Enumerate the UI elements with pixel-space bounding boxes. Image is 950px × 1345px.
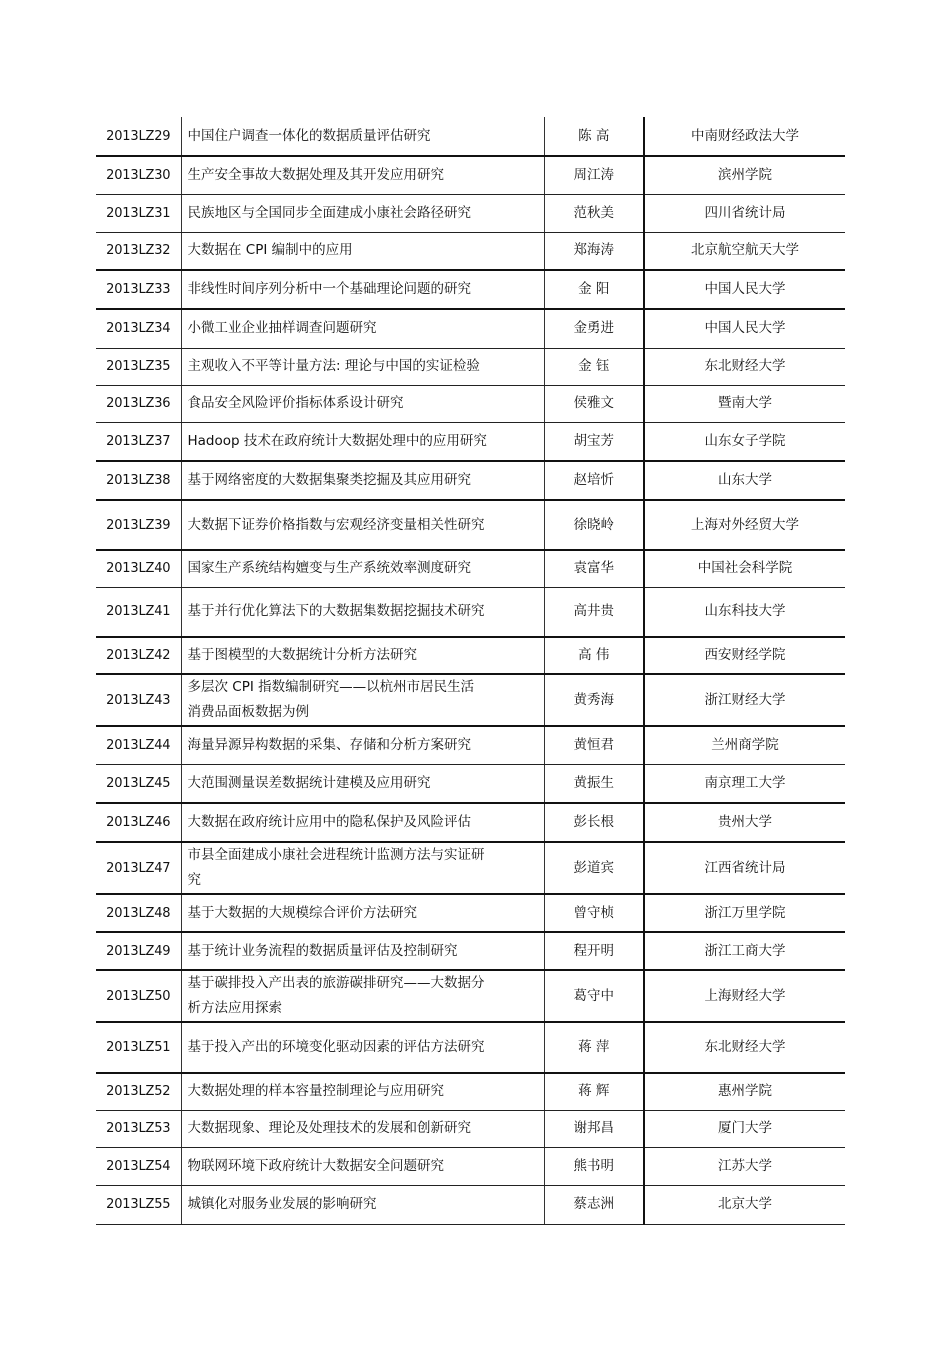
institution-cell: 山东科技大学 bbox=[644, 587, 845, 637]
investigator-cell: 高井贵 bbox=[544, 587, 644, 637]
table-row bbox=[96, 842, 845, 894]
table-row bbox=[96, 1147, 845, 1185]
project-title-cell: 生产安全事故大数据处理及其开发应用研究 bbox=[181, 156, 544, 194]
table-row bbox=[96, 270, 845, 309]
project-id-cell: 2013LZ39 bbox=[96, 500, 181, 550]
project-title-cell: 市县全面建成小康社会进程统计监测方法与实证研究 bbox=[181, 842, 544, 894]
project-id-cell: 2013LZ42 bbox=[96, 637, 181, 674]
table-row bbox=[96, 550, 845, 587]
project-title-cell: 基于碳排投入产出表的旅游碳排研究——大数据分析方法应用探索 bbox=[181, 970, 544, 1022]
project-title-cell: 大数据处理的样本容量控制理论与应用研究 bbox=[181, 1073, 544, 1110]
institution-cell: 厦门大学 bbox=[644, 1110, 845, 1147]
project-id-cell: 2013LZ29 bbox=[96, 117, 181, 156]
table-row bbox=[96, 1185, 845, 1224]
investigator-cell: 金勇进 bbox=[544, 309, 644, 348]
institution-cell: 山东大学 bbox=[644, 461, 845, 500]
project-title-cell: 海量异源异构数据的采集、存储和分析方案研究 bbox=[181, 726, 544, 764]
project-title-cell: 物联网环境下政府统计大数据安全问题研究 bbox=[181, 1147, 544, 1185]
institution-cell: 江苏大学 bbox=[644, 1147, 845, 1185]
table-row bbox=[96, 1073, 845, 1110]
table-row bbox=[96, 587, 845, 637]
table-row bbox=[96, 637, 845, 674]
investigator-cell: 彭道宾 bbox=[544, 842, 644, 894]
institution-cell: 贵州大学 bbox=[644, 803, 845, 842]
institution-cell: 北京航空航天大学 bbox=[644, 232, 845, 270]
project-title-cell: 大数据在 CPI 编制中的应用 bbox=[181, 232, 544, 270]
institution-cell: 南京理工大学 bbox=[644, 764, 845, 803]
investigator-cell: 金 阳 bbox=[544, 270, 644, 309]
table-row bbox=[96, 1110, 845, 1147]
investigator-cell: 范秋美 bbox=[544, 194, 644, 232]
project-id-cell: 2013LZ41 bbox=[96, 587, 181, 637]
project-id-cell: 2013LZ46 bbox=[96, 803, 181, 842]
project-title-cell: 大数据下证券价格指数与宏观经济变量相关性研究 bbox=[181, 500, 544, 550]
project-title-cell: 非线性时间序列分析中一个基础理论问题的研究 bbox=[181, 270, 544, 309]
project-id-cell: 2013LZ34 bbox=[96, 309, 181, 348]
institution-cell: 中国人民大学 bbox=[644, 309, 845, 348]
table-row bbox=[96, 674, 845, 726]
project-title-cell: 小微工业企业抽样调查问题研究 bbox=[181, 309, 544, 348]
project-title-cell: 大数据现象、理论及处理技术的发展和创新研究 bbox=[181, 1110, 544, 1147]
institution-cell: 滨州学院 bbox=[644, 156, 845, 194]
project-id-cell: 2013LZ33 bbox=[96, 270, 181, 309]
project-id-cell: 2013LZ55 bbox=[96, 1185, 181, 1224]
table-row bbox=[96, 194, 845, 232]
project-id-cell: 2013LZ51 bbox=[96, 1022, 181, 1073]
table-row bbox=[96, 461, 845, 500]
project-title-cell: 国家生产系统结构嬗变与生产系统效率测度研究 bbox=[181, 550, 544, 587]
investigator-cell: 金 钰 bbox=[544, 348, 644, 385]
project-id-cell: 2013LZ44 bbox=[96, 726, 181, 764]
table-row bbox=[96, 500, 845, 550]
project-id-cell: 2013LZ40 bbox=[96, 550, 181, 587]
institution-cell: 兰州商学院 bbox=[644, 726, 845, 764]
institution-cell: 山东女子学院 bbox=[644, 422, 845, 461]
project-id-cell: 2013LZ54 bbox=[96, 1147, 181, 1185]
project-title-cell: 基于图模型的大数据统计分析方法研究 bbox=[181, 637, 544, 674]
project-title-cell: 城镇化对服务业发展的影响研究 bbox=[181, 1185, 544, 1224]
investigator-cell: 黄秀海 bbox=[544, 674, 644, 726]
institution-cell: 江西省统计局 bbox=[644, 842, 845, 894]
project-title-cell: 基于网络密度的大数据集聚类挖掘及其应用研究 bbox=[181, 461, 544, 500]
investigator-cell: 袁富华 bbox=[544, 550, 644, 587]
project-id-cell: 2013LZ53 bbox=[96, 1110, 181, 1147]
project-title-cell: 大范围测量误差数据统计建模及应用研究 bbox=[181, 764, 544, 803]
project-id-cell: 2013LZ30 bbox=[96, 156, 181, 194]
project-id-cell: 2013LZ31 bbox=[96, 194, 181, 232]
table-row bbox=[96, 422, 845, 461]
project-title-cell: 主观收入不平等计量方法: 理论与中国的实证检验 bbox=[181, 348, 544, 385]
project-id-cell: 2013LZ52 bbox=[96, 1073, 181, 1110]
project-id-cell: 2013LZ50 bbox=[96, 970, 181, 1022]
institution-cell: 四川省统计局 bbox=[644, 194, 845, 232]
institution-cell: 浙江万里学院 bbox=[644, 894, 845, 932]
table-row bbox=[96, 726, 845, 764]
project-title-cell: Hadoop 技术在政府统计大数据处理中的应用研究 bbox=[181, 422, 544, 461]
institution-cell: 惠州学院 bbox=[644, 1073, 845, 1110]
investigator-cell: 蔡志洲 bbox=[544, 1185, 644, 1224]
project-title-cell: 基于投入产出的环境变化驱动因素的评估方法研究 bbox=[181, 1022, 544, 1073]
institution-cell: 东北财经大学 bbox=[644, 348, 845, 385]
table-row bbox=[96, 970, 845, 1022]
project-id-cell: 2013LZ48 bbox=[96, 894, 181, 932]
institution-cell: 中南财经政法大学 bbox=[644, 117, 845, 156]
institution-cell: 浙江工商大学 bbox=[644, 932, 845, 970]
project-title-cell: 基于统计业务流程的数据质量评估及控制研究 bbox=[181, 932, 544, 970]
investigator-cell: 侯雅文 bbox=[544, 385, 644, 422]
institution-cell: 北京大学 bbox=[644, 1185, 845, 1224]
project-title-cell: 基于大数据的大规模综合评价方法研究 bbox=[181, 894, 544, 932]
table-row bbox=[96, 232, 845, 270]
project-id-cell: 2013LZ36 bbox=[96, 385, 181, 422]
project-id-cell: 2013LZ38 bbox=[96, 461, 181, 500]
investigator-cell: 熊书明 bbox=[544, 1147, 644, 1185]
institution-cell: 暨南大学 bbox=[644, 385, 845, 422]
investigator-cell: 周江涛 bbox=[544, 156, 644, 194]
investigator-cell: 蒋 辉 bbox=[544, 1073, 644, 1110]
table-row bbox=[96, 117, 845, 156]
investigator-cell: 黄恒君 bbox=[544, 726, 644, 764]
project-id-cell: 2013LZ43 bbox=[96, 674, 181, 726]
table-row bbox=[96, 348, 845, 385]
investigator-cell: 高 伟 bbox=[544, 637, 644, 674]
investigator-cell: 郑海涛 bbox=[544, 232, 644, 270]
investigator-cell: 曾守桢 bbox=[544, 894, 644, 932]
project-id-cell: 2013LZ45 bbox=[96, 764, 181, 803]
investigator-cell: 陈 高 bbox=[544, 117, 644, 156]
table-row bbox=[96, 764, 845, 803]
institution-cell: 西安财经学院 bbox=[644, 637, 845, 674]
table-row bbox=[96, 1022, 845, 1073]
project-id-cell: 2013LZ37 bbox=[96, 422, 181, 461]
project-table bbox=[96, 117, 845, 1225]
table-row bbox=[96, 932, 845, 970]
table-row bbox=[96, 156, 845, 194]
project-title-cell: 食品安全风险评价指标体系设计研究 bbox=[181, 385, 544, 422]
investigator-cell: 黄振生 bbox=[544, 764, 644, 803]
institution-cell: 东北财经大学 bbox=[644, 1022, 845, 1073]
project-title-cell: 多层次 CPI 指数编制研究——以杭州市居民生活消费品面板数据为例 bbox=[181, 674, 544, 726]
table-row bbox=[96, 894, 845, 932]
institution-cell: 上海财经大学 bbox=[644, 970, 845, 1022]
institution-cell: 上海对外经贸大学 bbox=[644, 500, 845, 550]
investigator-cell: 彭长根 bbox=[544, 803, 644, 842]
institution-cell: 中国社会科学院 bbox=[644, 550, 845, 587]
project-title-cell: 基于并行优化算法下的大数据集数据挖掘技术研究 bbox=[181, 587, 544, 637]
table-row bbox=[96, 309, 845, 348]
project-id-cell: 2013LZ35 bbox=[96, 348, 181, 385]
investigator-cell: 徐晓岭 bbox=[544, 500, 644, 550]
table-row bbox=[96, 803, 845, 842]
investigator-cell: 蒋 萍 bbox=[544, 1022, 644, 1073]
table-row bbox=[96, 385, 845, 422]
project-title-cell: 民族地区与全国同步全面建成小康社会路径研究 bbox=[181, 194, 544, 232]
project-id-cell: 2013LZ32 bbox=[96, 232, 181, 270]
table-body bbox=[96, 117, 845, 1224]
investigator-cell: 胡宝芳 bbox=[544, 422, 644, 461]
project-id-cell: 2013LZ47 bbox=[96, 842, 181, 894]
institution-cell: 浙江财经大学 bbox=[644, 674, 845, 726]
investigator-cell: 葛守中 bbox=[544, 970, 644, 1022]
investigator-cell: 谢邦昌 bbox=[544, 1110, 644, 1147]
investigator-cell: 赵培忻 bbox=[544, 461, 644, 500]
project-id-cell: 2013LZ49 bbox=[96, 932, 181, 970]
project-title-cell: 大数据在政府统计应用中的隐私保护及风险评估 bbox=[181, 803, 544, 842]
project-title-cell: 中国住户调查一体化的数据质量评估研究 bbox=[181, 117, 544, 156]
investigator-cell: 程开明 bbox=[544, 932, 644, 970]
institution-cell: 中国人民大学 bbox=[644, 270, 845, 309]
